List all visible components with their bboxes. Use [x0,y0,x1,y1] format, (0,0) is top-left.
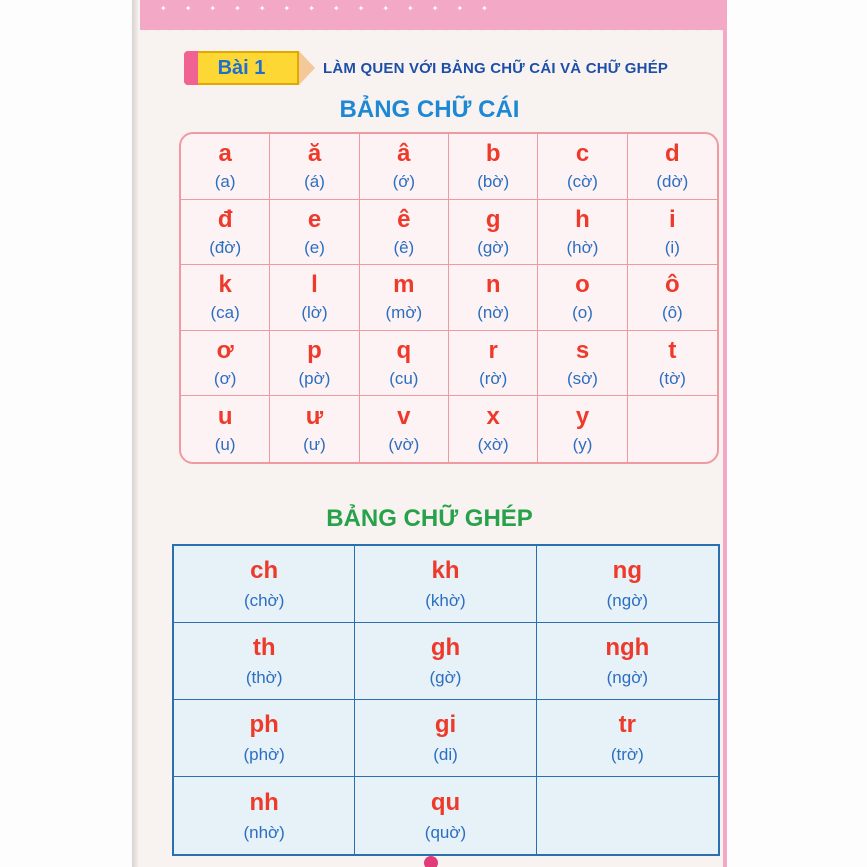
combo-sound: (di) [433,745,458,764]
alphabet-sound: (gờ) [477,237,510,257]
alphabet-cell [270,134,359,200]
combo-cell [537,546,718,623]
alphabet-cell [628,134,717,200]
alphabet-sound: (o) [572,303,593,323]
alphabet-sound: (u) [214,435,236,455]
alphabet-cell [181,134,270,200]
combo-letter: ph [249,711,279,738]
book-page [132,0,727,867]
alphabet-cell [538,134,627,200]
alphabet-sound: (rờ) [479,369,508,389]
alphabet-sound: (ơ) [213,369,237,389]
alphabet-cell [628,265,717,331]
alphabet-cell [360,396,449,462]
alphabet-sound: (e) [304,237,325,257]
alphabet-sound: (dờ) [656,172,689,192]
lesson-header [184,50,668,86]
alphabet-letter: k [218,271,232,299]
alphabet-sound: (i) [664,237,680,257]
alphabet-cell [270,331,359,397]
combo-cell [174,623,355,700]
alphabet-cell [270,200,359,266]
alphabet-sound: (ư) [303,435,326,455]
alphabet-cell [628,200,717,266]
alphabet-cell [360,200,449,266]
alphabet-letter: x [486,403,500,431]
alphabet-letter: g [485,205,501,233]
alphabet-cell [181,265,270,331]
alphabet-sound: (ca) [210,303,240,323]
lesson-title: LÀM QUEN VỚI BẢNG CHỮ CÁI VÀ CHỮ GHÉP [323,59,669,77]
alphabet-cell-empty [628,396,717,462]
alphabet-letter: n [485,271,501,299]
alphabet-cell [538,265,627,331]
alphabet-letter: ê [397,205,411,233]
alphabet-sound: (y) [572,435,593,455]
combo-sound: (ngờ) [606,591,649,610]
alphabet-cell [449,331,538,397]
combo-sound: (thờ) [245,668,283,687]
pencil-tip-icon [299,51,315,85]
alphabet-sound: (nờ) [477,303,510,323]
alphabet-letter: r [488,337,498,365]
alphabet-sound: (hờ) [566,237,599,257]
combo-letter: qu [430,788,461,816]
alphabet-cell [538,200,627,266]
alphabet-letter: v [397,403,411,431]
alphabet-letter: b [485,140,501,168]
alphabet-sound: (xờ) [477,435,509,455]
alphabet-sound: (a) [214,172,236,192]
alphabet-letter: i [668,205,676,233]
combo-letter: tr [618,711,636,738]
combo-letter: ngh [605,634,650,661]
combo-cell [174,546,355,623]
alphabet-cell [449,134,538,200]
alphabet-cell [538,331,627,397]
pink-right-border [723,30,727,867]
combo-sound: (ngờ) [606,668,649,687]
left-margin [0,0,132,867]
alphabet-cell [181,200,270,266]
alphabet-letter: o [575,271,590,299]
combo-letter: gh [430,634,461,661]
alphabet-letter: a [218,140,232,168]
page-spine [132,0,138,867]
combo-letter: nh [249,788,279,816]
combo-cell [355,546,536,623]
alphabet-sound: (cu) [389,369,419,389]
alphabet-letter: â [397,140,411,168]
alphabet-heading: BẢNG CHỮ CÁI [339,96,520,123]
alphabet-table [179,132,719,464]
alphabet-letter: ă [307,140,322,168]
alphabet-cell [181,396,270,462]
combo-sound: (chờ) [243,591,285,610]
alphabet-sound: (pờ) [298,369,331,389]
alphabet-letter: m [393,271,415,299]
alphabet-cell [360,265,449,331]
combo-letter: ng [612,557,642,584]
combo-cell [355,700,536,777]
combo-cell [355,623,536,700]
alphabet-letter: y [575,403,590,431]
combo-sound: (nhờ) [243,822,285,842]
alphabet-sound: (vờ) [388,435,420,455]
alphabet-sound: (lờ) [301,303,328,323]
alphabet-letter: q [396,337,412,365]
combo-cell [174,777,355,854]
alphabet-sound: (mờ) [385,303,423,323]
alphabet-sound: (đờ) [209,237,242,257]
alphabet-cell [270,396,359,462]
combo-letter: th [252,634,276,661]
right-margin [727,0,867,867]
pink-header-band [140,0,727,30]
alphabet-letter: ư [305,403,324,431]
alphabet-sound: (á) [304,172,325,192]
alphabet-letter: d [664,140,680,168]
combo-heading: BẢNG CHỮ GHÉP [326,505,533,532]
alphabet-cell [538,396,627,462]
star-decoration-icon: ✦✦✦✦✦✦✦✦✦✦✦✦✦✦ [160,4,506,13]
alphabet-letter: l [311,271,318,299]
combo-table [172,544,720,856]
combo-sound: (khờ) [425,591,466,610]
alphabet-sound: (tờ) [658,369,686,389]
combo-sound: (gờ) [429,668,462,687]
pencil-badge [184,51,299,85]
alphabet-cell [360,134,449,200]
lesson-badge: Bài 1 [217,56,266,79]
alphabet-cell [628,331,717,397]
alphabet-letter: s [575,337,590,365]
combo-cell [537,623,718,700]
combo-sound: (trờ) [610,745,644,764]
alphabet-sound: (ê) [393,237,415,257]
alphabet-letter: e [307,205,322,233]
alphabet-letter: p [307,337,322,365]
alphabet-sound: (ô) [661,303,683,323]
alphabet-sound: (bờ) [477,172,510,192]
combo-letter: gi [434,711,457,738]
alphabet-sound: (cờ) [567,172,598,192]
alphabet-letter: c [575,140,590,168]
alphabet-sound: (sờ) [567,369,598,389]
combo-letter: ch [250,557,279,584]
alphabet-letter: h [575,205,590,233]
alphabet-cell [449,396,538,462]
alphabet-cell [449,200,538,266]
combo-cell [355,777,536,854]
alphabet-letter: đ [217,205,233,233]
alphabet-letter: ơ [216,337,234,365]
alphabet-letter: u [217,403,233,431]
combo-sound: (quờ) [424,822,467,842]
alphabet-cell [270,265,359,331]
combo-sound: (phờ) [243,745,285,764]
flower-icon [424,856,438,867]
alphabet-letter: t [668,337,677,365]
alphabet-letter: ô [664,271,680,299]
combo-cell [174,700,355,777]
combo-letter: kh [431,557,460,584]
alphabet-cell [360,331,449,397]
alphabet-cell [449,265,538,331]
combo-cell [537,700,718,777]
alphabet-cell [181,331,270,397]
combo-cell-empty [537,777,718,854]
alphabet-sound: (ớ) [392,172,416,192]
